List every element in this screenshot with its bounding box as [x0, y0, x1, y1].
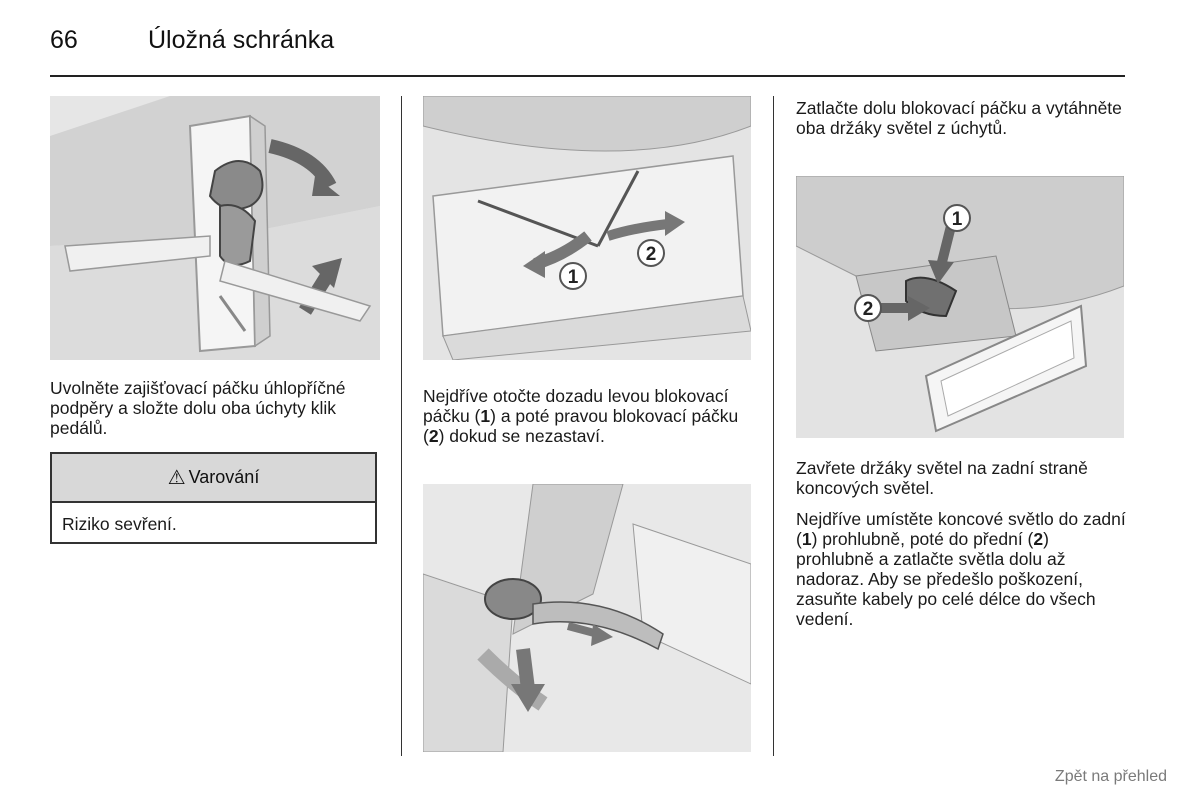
column3-intro: Zatlačte dolu blokovací páčku a vytáhněte oba držáky světel z úchytů.	[796, 98, 1122, 138]
figure-label-1: 1	[567, 267, 579, 288]
column3-paragraph-1: Zavřete držáky světel na zadní straně koncových světel.	[796, 458, 1088, 498]
illustration-pedal-crank	[423, 484, 751, 752]
column3-paragraphs	[796, 458, 1131, 629]
page-number: 66	[50, 26, 78, 54]
text-segment: ) prohlubně a zatlačte světla dolu až nadoraz. Aby se předešlo poškození, zasuňte kabely po celé délce do všech vedení.	[796, 529, 1096, 629]
column1-caption: Uvolněte zajišťovací páčku úhlopříčné podpěry a složte dolu oba úchyty klik pedálů.	[50, 378, 346, 438]
column-divider	[401, 96, 402, 756]
warning-box	[50, 452, 377, 544]
ref-number-1: 1	[480, 406, 491, 426]
header-rule	[50, 75, 1125, 77]
ref-number-2: 2	[1033, 529, 1044, 549]
column3-paragraph-2	[796, 509, 1131, 629]
warning-triangle-icon: ⚠	[167, 467, 186, 489]
ref-number-2: 2	[428, 426, 439, 446]
figure-label-1: 1	[951, 209, 963, 230]
text-segment: ) prohlubně, poté do přední (	[811, 529, 1034, 549]
text-segment: ) dokud se nezastaví.	[438, 426, 605, 446]
text-segment: ) a poté pravou blokovací páčku (	[423, 406, 739, 446]
warning-text: Riziko sevření.	[62, 514, 177, 534]
figure-label-2: 2	[645, 244, 657, 265]
text-segment: Nejdříve otočte dozadu levou blokovací páčku (	[423, 386, 729, 426]
figure-pedal-crank	[423, 484, 751, 752]
figure-diagonal-support-lever	[50, 96, 380, 360]
ref-number-1: 1	[801, 529, 812, 549]
back-to-overview-link[interactable]: Zpět na přehled	[1054, 768, 1167, 785]
page-title: Úložná schránka	[148, 26, 335, 54]
column2-paragraph	[423, 386, 763, 446]
column-divider	[773, 96, 774, 756]
text-segment: Nejdříve umístěte koncové světlo do zadní (	[796, 509, 1126, 549]
illustration-support-lever	[50, 96, 380, 360]
figure-light-holders	[796, 176, 1124, 438]
illustration-locking-levers	[423, 96, 751, 360]
warning-header	[52, 454, 375, 503]
figure-locking-levers	[423, 96, 751, 360]
figure-label-2: 2	[862, 299, 874, 320]
warning-title: Varování	[188, 467, 260, 487]
illustration-light-holders	[796, 176, 1124, 438]
